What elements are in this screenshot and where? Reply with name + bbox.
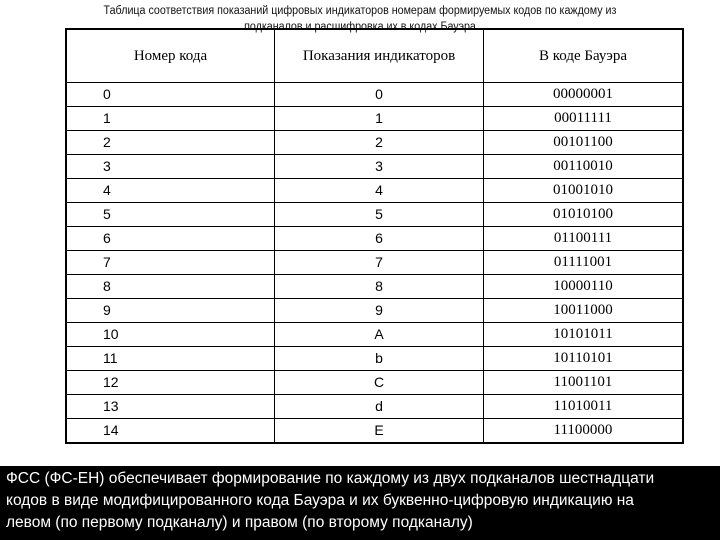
cell-bauer-code: 11010011 <box>484 395 684 419</box>
header-row <box>66 29 683 83</box>
bauer-code-table <box>65 28 684 444</box>
cell-code-number: 2 <box>66 131 275 155</box>
table-row <box>66 203 683 227</box>
cell-bauer-code: 11100000 <box>484 419 684 444</box>
cell-bauer-code: 10101011 <box>484 323 684 347</box>
header-bauer-code: В коде Бауэра <box>484 29 684 83</box>
cell-indicator: 6 <box>275 227 484 251</box>
cell-code-number: 6 <box>66 227 275 251</box>
cell-code-number: 10 <box>66 323 275 347</box>
cell-bauer-code: 01010100 <box>484 203 684 227</box>
cell-code-number: 13 <box>66 395 275 419</box>
cell-code-number: 9 <box>66 299 275 323</box>
cell-indicator: 7 <box>275 251 484 275</box>
caption-overlay <box>0 466 720 540</box>
cell-indicator: 9 <box>275 299 484 323</box>
cell-indicator: 2 <box>275 131 484 155</box>
cell-code-number: 5 <box>66 203 275 227</box>
cell-bauer-code: 11001101 <box>484 371 684 395</box>
table-row <box>66 227 683 251</box>
cell-code-number: 3 <box>66 155 275 179</box>
cell-code-number: 11 <box>66 347 275 371</box>
table-row <box>66 155 683 179</box>
table-row <box>66 347 683 371</box>
title-line-1: Таблица соответствия показаний цифровых индикаторов номерам формируемых кодов по каждому из <box>103 5 617 17</box>
table-body <box>66 83 683 444</box>
caption-line-1: ФСС (ФС-ЕН) обеспечивает формирование по каждому из двух подканалов шестнадцати <box>6 470 655 487</box>
cell-bauer-code: 10011000 <box>484 299 684 323</box>
table-row <box>66 419 683 444</box>
cell-bauer-code: 00011111 <box>484 107 684 131</box>
cell-bauer-code: 01100111 <box>484 227 684 251</box>
title-line-2: подканалов и расшифровка их в кодах Бауэра <box>244 21 476 33</box>
cell-indicator: 4 <box>275 179 484 203</box>
cell-indicator: 5 <box>275 203 484 227</box>
cell-indicator: 3 <box>275 155 484 179</box>
cell-code-number: 12 <box>66 371 275 395</box>
cell-code-number: 8 <box>66 275 275 299</box>
cell-indicator: d <box>275 395 484 419</box>
cell-bauer-code: 00110010 <box>484 155 684 179</box>
cell-code-number: 7 <box>66 251 275 275</box>
cell-code-number: 1 <box>66 107 275 131</box>
table-row <box>66 371 683 395</box>
cell-bauer-code: 10110101 <box>484 347 684 371</box>
cell-code-number: 0 <box>66 83 275 107</box>
header-code-number: Номер кода <box>66 29 275 83</box>
table-row <box>66 251 683 275</box>
table-row <box>66 131 683 155</box>
cell-indicator: 8 <box>275 275 484 299</box>
cell-code-number: 4 <box>66 179 275 203</box>
cell-indicator: A <box>275 323 484 347</box>
cell-indicator: C <box>275 371 484 395</box>
cell-bauer-code: 00000001 <box>484 83 684 107</box>
table-row <box>66 83 683 107</box>
cell-bauer-code: 00101100 <box>484 131 684 155</box>
cell-indicator: E <box>275 419 484 444</box>
cell-indicator: b <box>275 347 484 371</box>
table-row <box>66 179 683 203</box>
table-row <box>66 323 683 347</box>
cell-indicator: 1 <box>275 107 484 131</box>
cell-bauer-code: 01111001 <box>484 251 684 275</box>
table-row <box>66 299 683 323</box>
cell-code-number: 14 <box>66 419 275 444</box>
cell-bauer-code: 01001010 <box>484 179 684 203</box>
cell-indicator: 0 <box>275 83 484 107</box>
header-indicator: Показания индикаторов <box>275 29 484 83</box>
cell-bauer-code: 10000110 <box>484 275 684 299</box>
table-row <box>66 395 683 419</box>
caption-line-3: левом (по первому подканалу) и правом (по второму подканалу) <box>6 514 473 531</box>
caption-line-2: кодов в виде модифицированного кода Бауэра и их буквенно-цифровую индикацию на <box>6 492 634 509</box>
table-row <box>66 275 683 299</box>
table-row <box>66 107 683 131</box>
